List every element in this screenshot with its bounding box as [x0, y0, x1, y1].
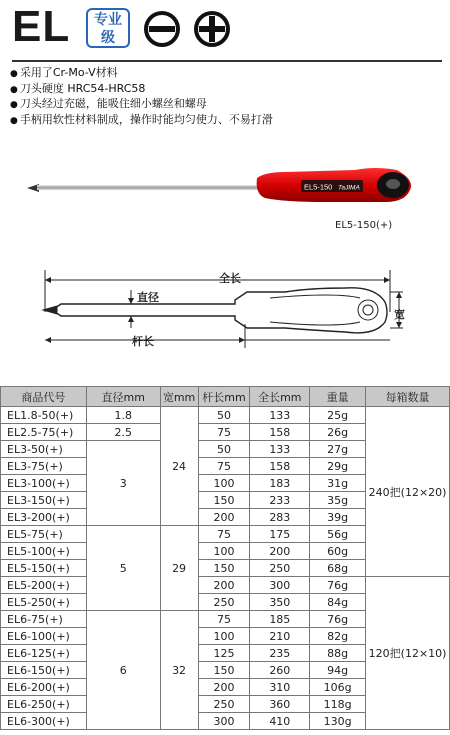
spec-table [0, 386, 450, 730]
shaft-length-cell: 50 [198, 407, 250, 424]
weight-cell: 84g [310, 594, 366, 611]
feature-list [10, 66, 273, 128]
model-cell: EL1.8-50(+) [1, 407, 87, 424]
shaft-length-cell: 150 [198, 560, 250, 577]
weight-cell: 29g [310, 458, 366, 475]
brand-logo-text: TaJIMA [338, 184, 360, 192]
model-cell: EL6-150(+) [1, 662, 87, 679]
table-row [1, 407, 450, 424]
column-header: 直径mm [86, 387, 160, 407]
photo-caption: EL5-150(+) [335, 220, 393, 231]
quantity-cell: 120把(12×10) [366, 577, 450, 730]
shaft-length-cell: 75 [198, 611, 250, 628]
shaft-length-cell: 125 [198, 645, 250, 662]
total-length-cell: 133 [250, 407, 310, 424]
model-cell: EL5-150(+) [1, 560, 87, 577]
shaft-length-cell: 75 [198, 458, 250, 475]
total-length-label: 全长 [219, 272, 241, 285]
weight-cell: 56g [310, 526, 366, 543]
weight-cell: 68g [310, 560, 366, 577]
total-length-cell: 158 [250, 424, 310, 441]
total-length-cell: 260 [250, 662, 310, 679]
model-cell: EL3-75(+) [1, 458, 87, 475]
weight-cell: 26g [310, 424, 366, 441]
shaft-length-cell: 250 [198, 696, 250, 713]
professional-grade-badge [86, 8, 130, 48]
model-cell: EL5-250(+) [1, 594, 87, 611]
shaft-length-cell: 100 [198, 543, 250, 560]
diameter-cell: 5 [86, 526, 160, 611]
shaft-length-cell: 250 [198, 594, 250, 611]
table-row [1, 577, 450, 594]
weight-cell: 94g [310, 662, 366, 679]
total-length-cell: 250 [250, 560, 310, 577]
total-length-cell: 158 [250, 458, 310, 475]
weight-cell: 27g [310, 441, 366, 458]
total-length-cell: 210 [250, 628, 310, 645]
weight-cell: 25g [310, 407, 366, 424]
model-cell: EL3-150(+) [1, 492, 87, 509]
weight-cell: 39g [310, 509, 366, 526]
feature-item: ● 刀头硬度 HRC54-HRC58 [10, 82, 273, 98]
weight-cell: 76g [310, 577, 366, 594]
model-cell: EL6-100(+) [1, 628, 87, 645]
weight-cell: 31g [310, 475, 366, 492]
total-length-cell: 300 [250, 577, 310, 594]
total-length-cell: 350 [250, 594, 310, 611]
column-header: 重量 [310, 387, 366, 407]
shaft-length-cell: 150 [198, 492, 250, 509]
model-cell: EL5-200(+) [1, 577, 87, 594]
column-header: 每箱数量 [366, 387, 450, 407]
total-length-cell: 410 [250, 713, 310, 730]
model-cell: EL3-100(+) [1, 475, 87, 492]
diameter-cell: 6 [86, 611, 160, 730]
weight-cell: 130g [310, 713, 366, 730]
screwdriver-photo [25, 160, 415, 220]
phillips-tip-icon [193, 10, 231, 48]
width-label: 宽 [394, 308, 405, 321]
shaft-length-cell: 200 [198, 509, 250, 526]
total-length-cell: 283 [250, 509, 310, 526]
column-header: 全长mm [250, 387, 310, 407]
feature-item: ● 刀头经过充磁，能吸住细小螺丝和螺母 [10, 97, 273, 113]
column-header: 杆长mm [198, 387, 250, 407]
model-cell: EL5-75(+) [1, 526, 87, 543]
shaft-length-cell: 75 [198, 424, 250, 441]
total-length-cell: 185 [250, 611, 310, 628]
diameter-cell: 3 [86, 441, 160, 526]
model-cell: EL6-300(+) [1, 713, 87, 730]
product-model: EL [12, 2, 71, 51]
feature-item: ● 采用了Cr-Mo-V材料 [10, 66, 273, 82]
total-length-cell: 233 [250, 492, 310, 509]
diameter-label: 直径 [137, 291, 159, 304]
model-cell: EL2.5-75(+) [1, 424, 87, 441]
badge-line-2: 级 [101, 30, 115, 46]
total-length-cell: 133 [250, 441, 310, 458]
shaft-length-cell: 300 [198, 713, 250, 730]
shaft-length-cell: 100 [198, 475, 250, 492]
diameter-cell: 1.8 [86, 407, 160, 424]
model-cell: EL5-100(+) [1, 543, 87, 560]
total-length-cell: 360 [250, 696, 310, 713]
shaft-length-cell: 200 [198, 679, 250, 696]
shaft-length-cell: 75 [198, 526, 250, 543]
shaft-length-cell: 200 [198, 577, 250, 594]
shaft-length-cell: 150 [198, 662, 250, 679]
header [0, 0, 450, 60]
shaft-length-label: 杆长 [132, 335, 154, 348]
width-cell: 24 [160, 407, 198, 526]
shaft-length-cell: 50 [198, 441, 250, 458]
header-divider [12, 60, 442, 62]
model-cell: EL3-50(+) [1, 441, 87, 458]
shaft-length-cell: 100 [198, 628, 250, 645]
handle-model-text: EL5-150 [304, 182, 333, 192]
width-cell: 29 [160, 526, 198, 611]
table-header-row [1, 387, 450, 407]
weight-cell: 88g [310, 645, 366, 662]
weight-cell: 35g [310, 492, 366, 509]
model-cell: EL6-125(+) [1, 645, 87, 662]
total-length-cell: 310 [250, 679, 310, 696]
weight-cell: 82g [310, 628, 366, 645]
total-length-cell: 235 [250, 645, 310, 662]
column-header: 商品代号 [1, 387, 87, 407]
model-cell: EL6-75(+) [1, 611, 87, 628]
badge-line-1: 专业 [94, 12, 122, 28]
total-length-cell: 200 [250, 543, 310, 560]
model-cell: EL6-200(+) [1, 679, 87, 696]
diameter-cell: 2.5 [86, 424, 160, 441]
column-header: 宽mm [160, 387, 198, 407]
quantity-cell: 240把(12×20) [366, 407, 450, 577]
slotted-tip-icon [143, 10, 181, 48]
model-cell: EL3-200(+) [1, 509, 87, 526]
model-cell: EL6-250(+) [1, 696, 87, 713]
weight-cell: 60g [310, 543, 366, 560]
weight-cell: 118g [310, 696, 366, 713]
weight-cell: 106g [310, 679, 366, 696]
total-length-cell: 175 [250, 526, 310, 543]
weight-cell: 76g [310, 611, 366, 628]
feature-item: ● 手柄用软性材料制成，操作时能均匀使力、不易打滑 [10, 113, 273, 129]
width-cell: 32 [160, 611, 198, 730]
total-length-cell: 183 [250, 475, 310, 492]
